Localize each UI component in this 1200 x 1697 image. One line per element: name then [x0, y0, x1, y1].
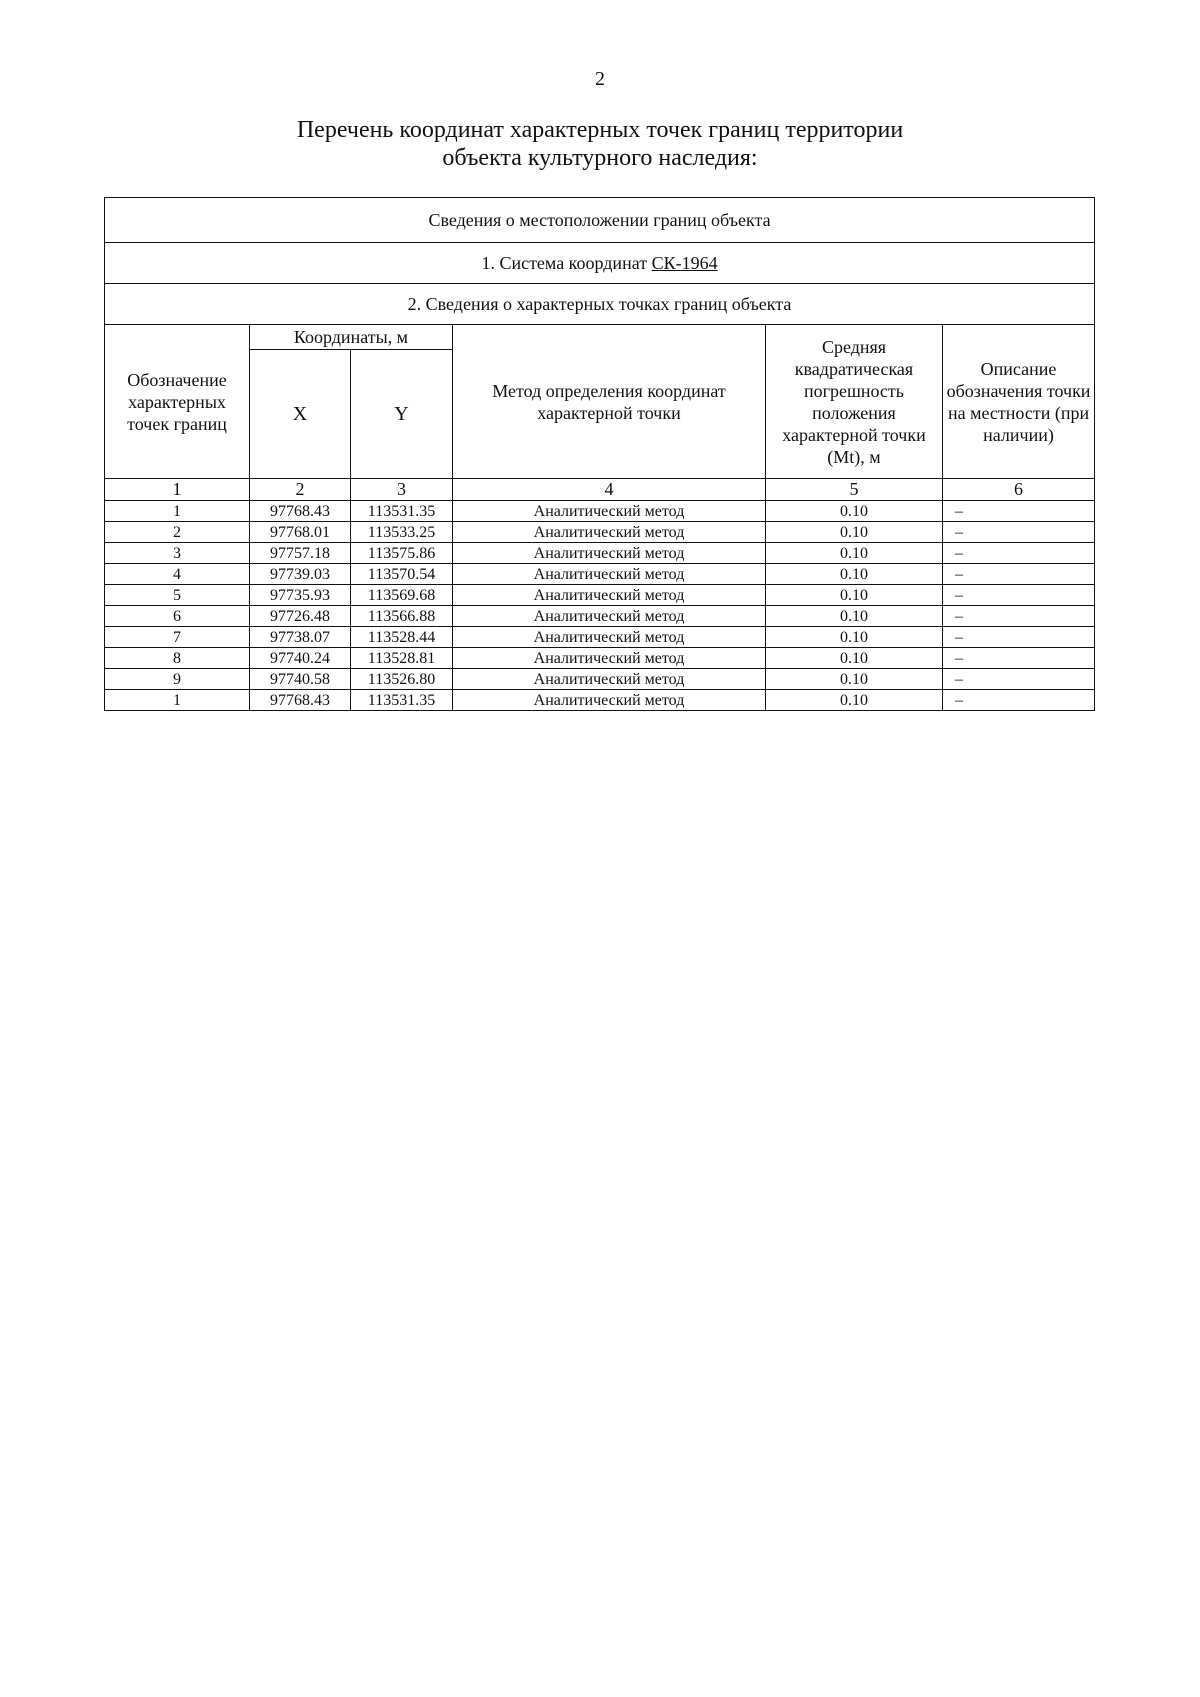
table-row	[105, 669, 1095, 690]
column-number: 5	[766, 479, 943, 501]
column-number: 3	[351, 479, 453, 501]
column-header-y: Y	[351, 350, 453, 479]
cell-point: 1	[105, 501, 250, 522]
cell-error: 0.10	[766, 690, 943, 711]
cell-method: Аналитический метод	[453, 690, 766, 711]
cell-method: Аналитический метод	[453, 501, 766, 522]
cell-x: 97738.07	[250, 627, 351, 648]
coordinate-system-label: 1. Система координат	[481, 252, 652, 273]
table-row	[105, 585, 1095, 606]
page-title-line-1: Перечень координат характерных точек границ территории	[296, 117, 904, 143]
column-header-x: X	[250, 350, 351, 479]
cell-method: Аналитический метод	[453, 543, 766, 564]
cell-description: –	[943, 585, 1095, 606]
cell-y: 113569.68	[351, 585, 453, 606]
table-row	[105, 627, 1095, 648]
coordinate-system-value: СК-1964	[651, 252, 718, 273]
cell-method: Аналитический метод	[453, 585, 766, 606]
cell-description: –	[943, 543, 1095, 564]
cell-description: –	[943, 606, 1095, 627]
cell-point: 1	[105, 690, 250, 711]
column-header-coordinates: Координаты, м	[250, 325, 453, 350]
column-header-description: Описание обозначения точки на местности (при наличии)	[943, 325, 1095, 479]
cell-error: 0.10	[766, 648, 943, 669]
column-number-row	[105, 479, 1095, 501]
cell-point: 3	[105, 543, 250, 564]
points-section-label: 2. Сведения о характерных точках границ объекта	[105, 284, 1095, 325]
cell-x: 97768.43	[250, 501, 351, 522]
table-row	[105, 564, 1095, 585]
page-title-line-2: объекта культурного наследия:	[442, 145, 758, 171]
cell-error: 0.10	[766, 627, 943, 648]
cell-point: 8	[105, 648, 250, 669]
table-row	[105, 648, 1095, 669]
cell-error: 0.10	[766, 585, 943, 606]
column-number: 2	[250, 479, 351, 501]
cell-y: 113570.54	[351, 564, 453, 585]
cell-x: 97757.18	[250, 543, 351, 564]
cell-method: Аналитический метод	[453, 606, 766, 627]
boundary-coordinates-table	[104, 197, 1095, 711]
cell-description: –	[943, 627, 1095, 648]
column-number: 4	[453, 479, 766, 501]
cell-y: 113528.81	[351, 648, 453, 669]
page-title	[0, 116, 1200, 172]
cell-point: 5	[105, 585, 250, 606]
cell-method: Аналитический метод	[453, 627, 766, 648]
table-row	[105, 522, 1095, 543]
cell-y: 113528.44	[351, 627, 453, 648]
table-row	[105, 606, 1095, 627]
cell-point: 9	[105, 669, 250, 690]
cell-description: –	[943, 648, 1095, 669]
cell-method: Аналитический метод	[453, 522, 766, 543]
cell-y: 113566.88	[351, 606, 453, 627]
cell-method: Аналитический метод	[453, 564, 766, 585]
cell-y: 113575.86	[351, 543, 453, 564]
cell-error: 0.10	[766, 669, 943, 690]
cell-x: 97768.43	[250, 690, 351, 711]
coordinate-system-row	[105, 243, 1095, 284]
cell-point: 7	[105, 627, 250, 648]
cell-description: –	[943, 522, 1095, 543]
column-header-error: Средняя квадратическая погрешность положения характерной точки (Mt), м	[766, 325, 943, 479]
cell-point: 2	[105, 522, 250, 543]
table-row	[105, 543, 1095, 564]
cell-error: 0.10	[766, 543, 943, 564]
column-number: 1	[105, 479, 250, 501]
cell-x: 97740.58	[250, 669, 351, 690]
cell-error: 0.10	[766, 564, 943, 585]
column-header-designation: Обозначение характерных точек границ	[105, 325, 250, 479]
cell-y: 113531.35	[351, 501, 453, 522]
column-header-method: Метод определения координат характерной точки	[453, 325, 766, 479]
cell-error: 0.10	[766, 606, 943, 627]
cell-x: 97726.48	[250, 606, 351, 627]
page-number: 2	[595, 68, 605, 90]
cell-description: –	[943, 690, 1095, 711]
cell-y: 113526.80	[351, 669, 453, 690]
cell-method: Аналитический метод	[453, 669, 766, 690]
cell-point: 6	[105, 606, 250, 627]
cell-x: 97735.93	[250, 585, 351, 606]
column-number: 6	[943, 479, 1095, 501]
table-row	[105, 501, 1095, 522]
cell-x: 97768.01	[250, 522, 351, 543]
table-header: Сведения о местоположении границ объекта	[105, 198, 1095, 243]
cell-y: 113533.25	[351, 522, 453, 543]
cell-y: 113531.35	[351, 690, 453, 711]
table-row	[105, 690, 1095, 711]
cell-description: –	[943, 501, 1095, 522]
cell-method: Аналитический метод	[453, 648, 766, 669]
cell-x: 97740.24	[250, 648, 351, 669]
cell-description: –	[943, 669, 1095, 690]
cell-error: 0.10	[766, 501, 943, 522]
cell-description: –	[943, 564, 1095, 585]
cell-error: 0.10	[766, 522, 943, 543]
cell-x: 97739.03	[250, 564, 351, 585]
cell-point: 4	[105, 564, 250, 585]
